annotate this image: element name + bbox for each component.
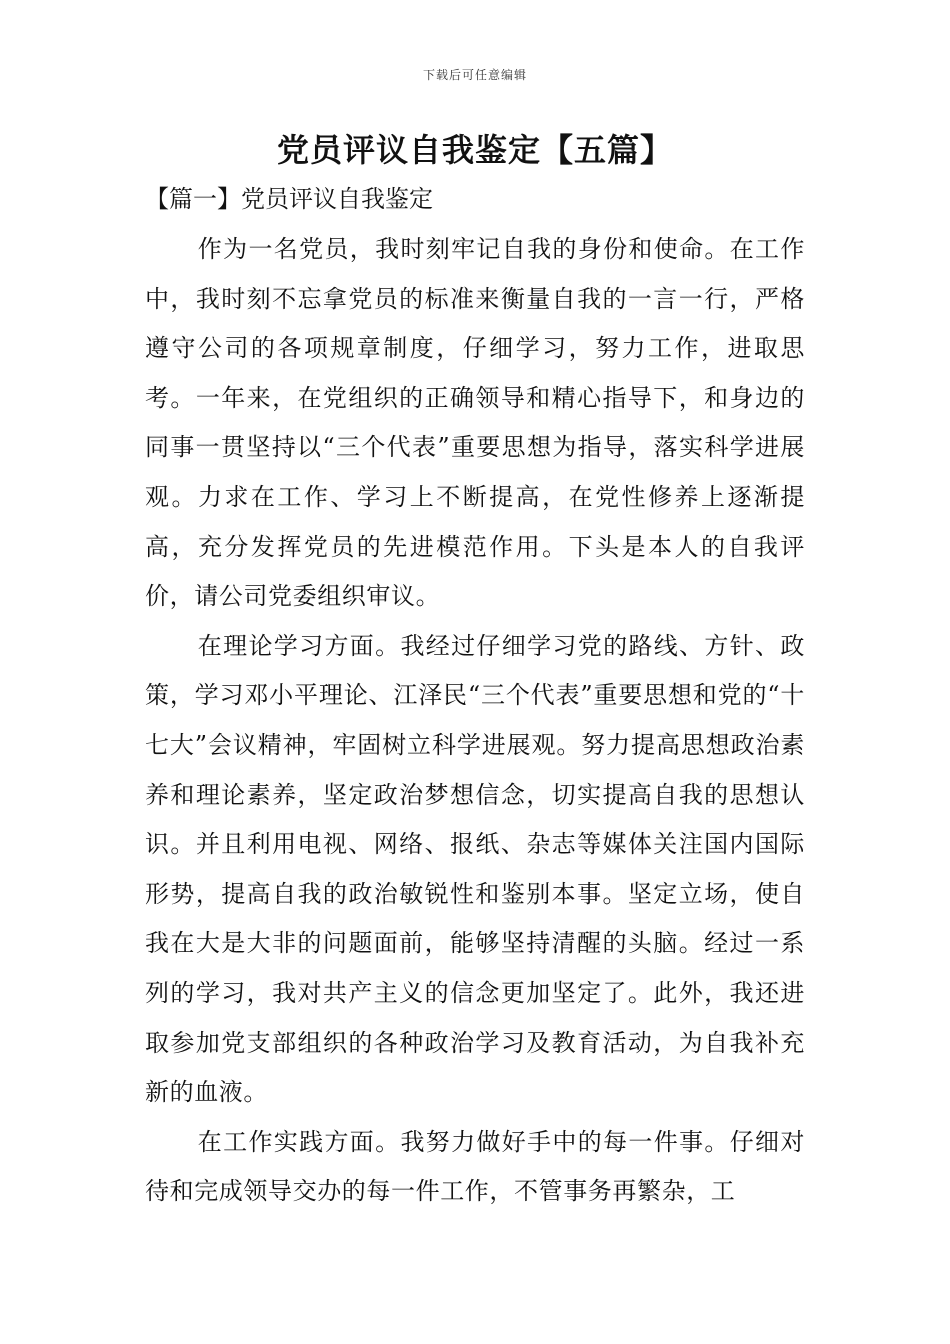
- section-heading: 【篇一】党员评议自我鉴定: [145, 185, 433, 213]
- document-title: 党员评议自我鉴定【五篇】: [276, 131, 673, 169]
- paragraph: 在理论学习方面。我经过仔细学习党的路线、方针、政策，学习邓小平理论、江泽民“三个代表”重要思想和党的“十七大”会议精神，牢固树立科学进展观。努力提高思想政治素养和理论素养，坚定政治梦想信念，切实提高自我的思想认识。并且利用电视、网络、报纸、杂志等媒体关注国内国际形势，提高自我的政治敏锐性和鉴别本事。坚定立场，使自我在大是大非的问题面前，能够坚持清醒的头脑。经过一系列的学习，我对共产主义的信念更加坚定了。此外，我还进取参加党支部组织的各种政治学习及教育活动，为自我补充新的血液。: [145, 631, 805, 1107]
- paragraph: 在工作实践方面。我努力做好手中的每一件事。仔细对待和完成领导交办的每一件工作，不管事务再繁杂，工: [145, 1127, 805, 1206]
- header-note: 下载后可任意编辑: [422, 68, 527, 82]
- document-body: [145, 225, 805, 1217]
- paragraph: 作为一名党员，我时刻牢记自我的身份和使命。在工作中，我时刻不忘拿党员的标准来衡量自我的一言一行，严格遵守公司的各项规章制度，仔细学习，努力工作，进取思考。一年来，在党组织的正确领导和精心指导下，和身边的同事一贯坚持以“三个代表”重要思想为指导，落实科学进展观。力求在工作、学习上不断提高，在党性修养上逐渐提高，充分发挥党员的先进模范作用。下头是本人的自我评价，请公司党委组织审议。: [145, 235, 805, 611]
